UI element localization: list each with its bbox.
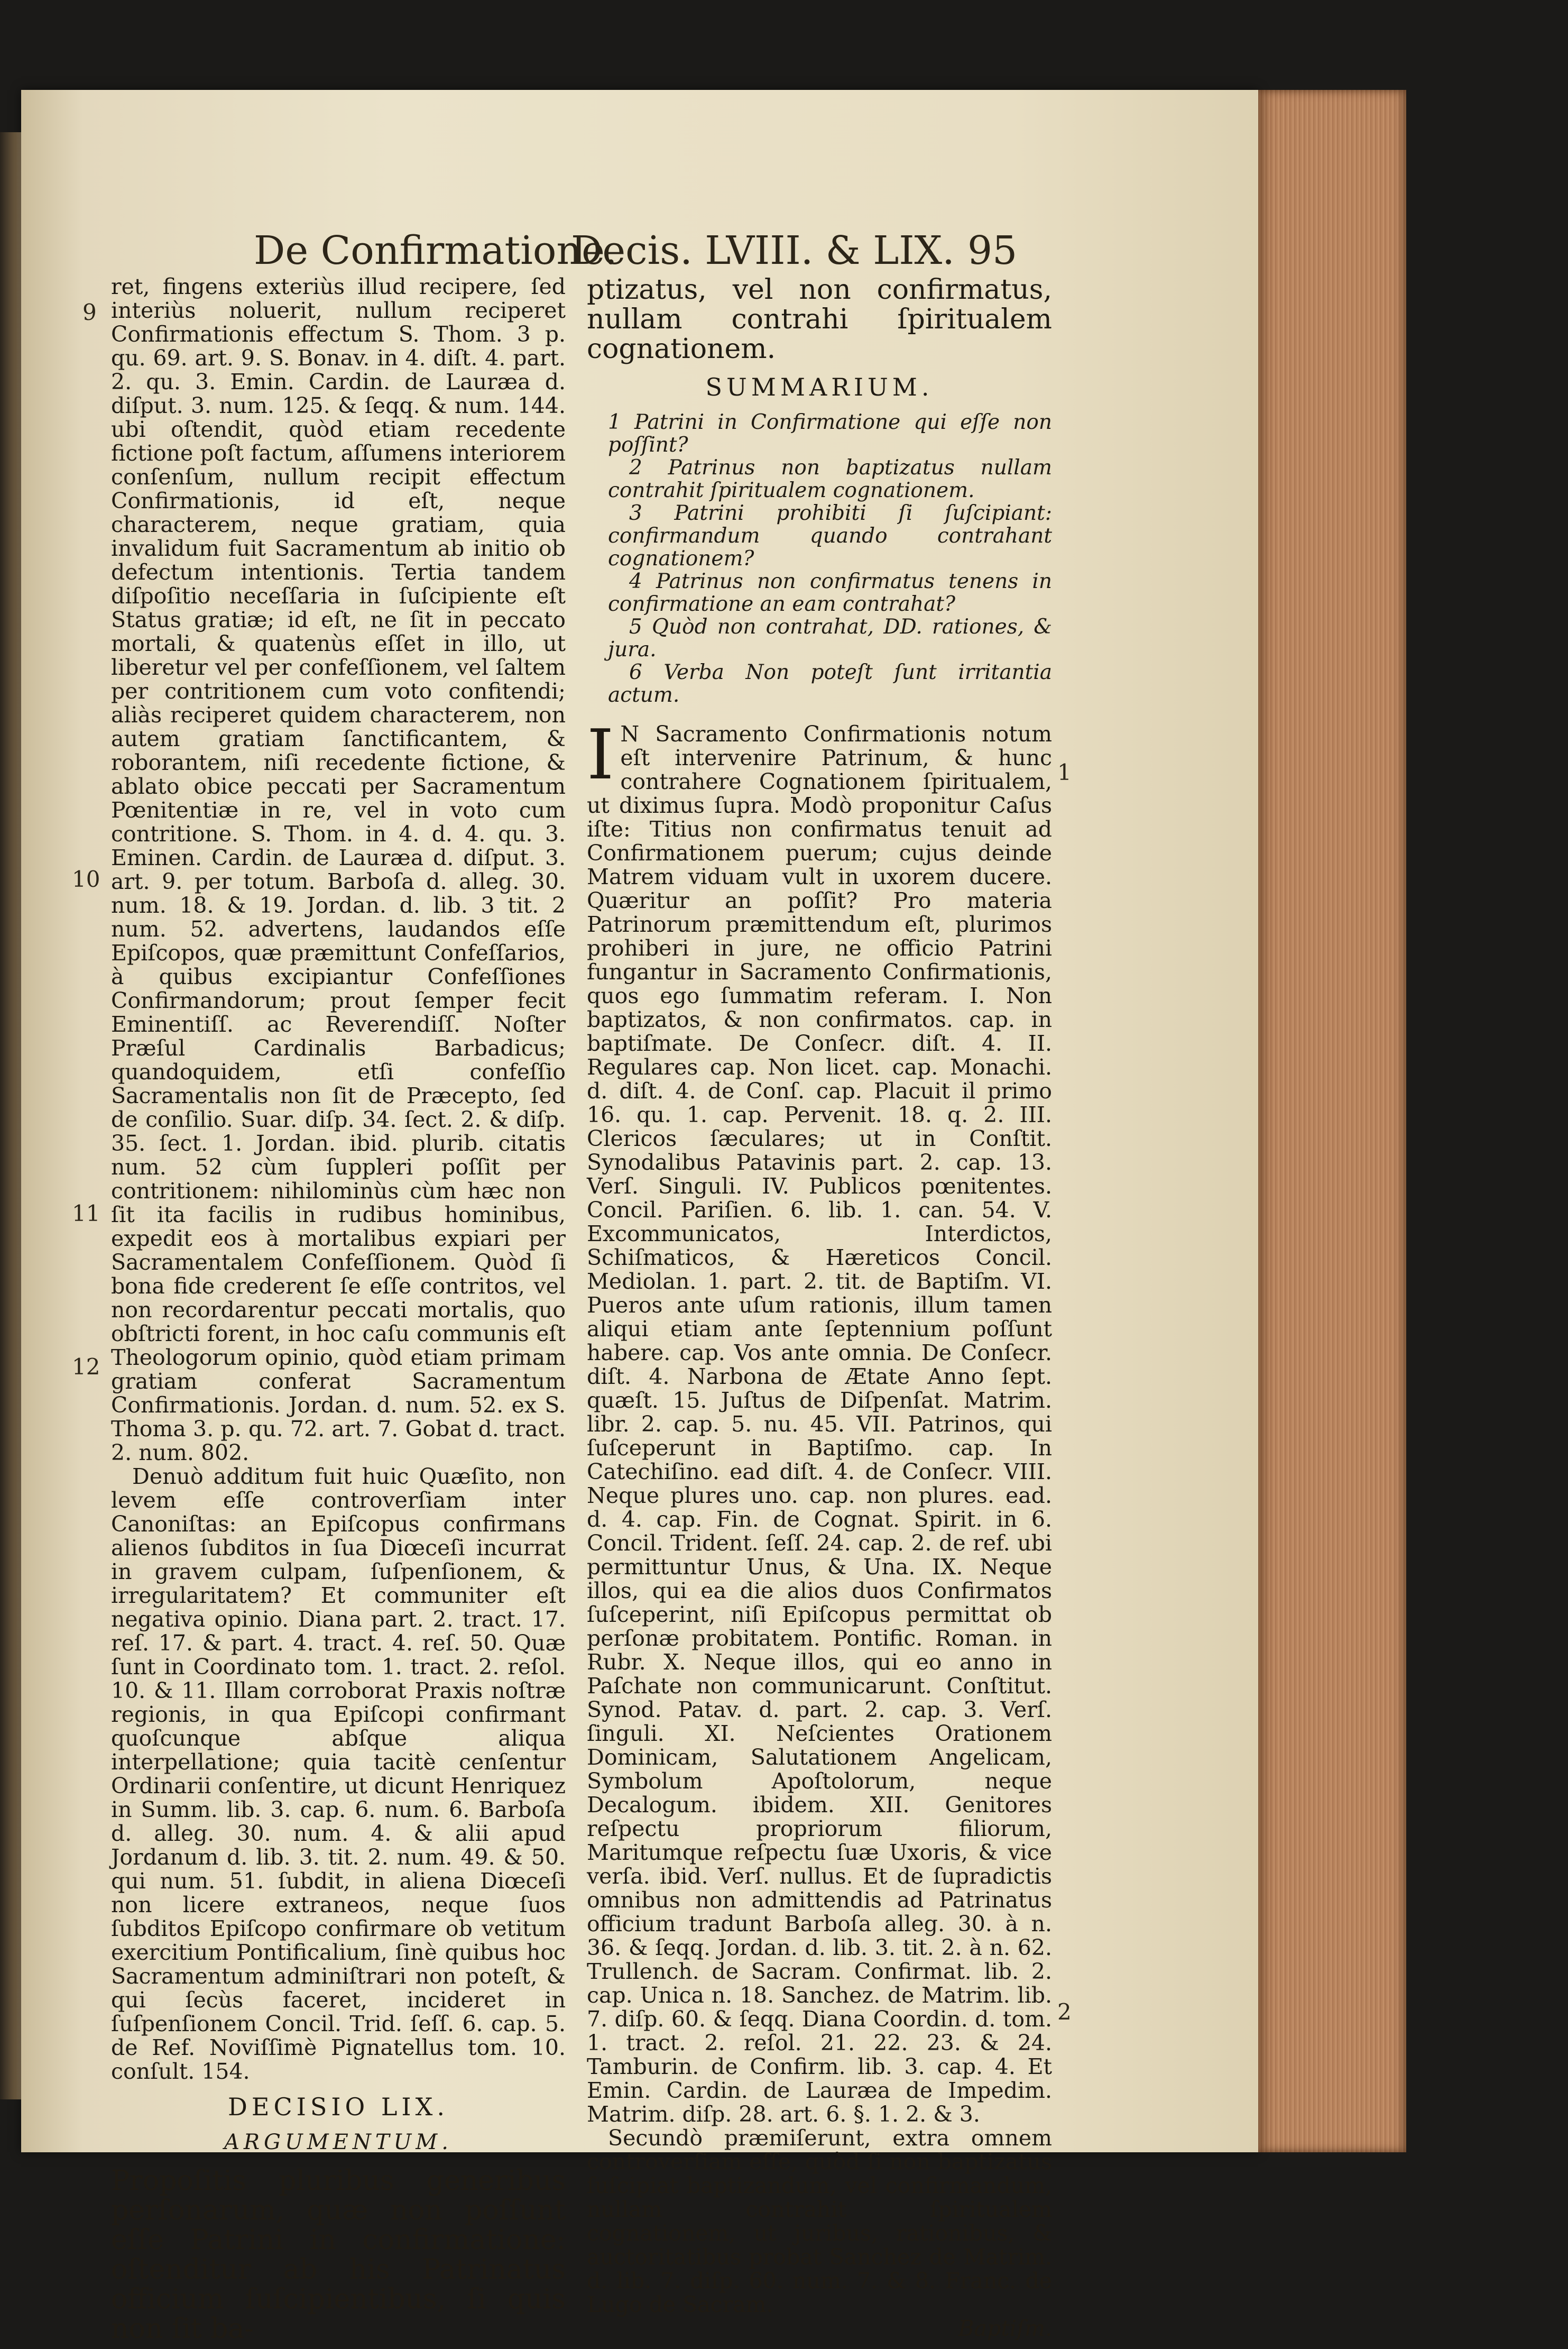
argumentum-heading: ARGUMENTUM. [224,2130,453,2154]
margin-number: 2 [1057,1999,1072,2025]
right-body-1 [587,714,1052,2127]
argumentum-text: Propoſitis pluribus generibus perſonarum, quæ non poſſunt eſſe Patrini in confirmatione: oſtenditur ab his Patrinatus officium ſuſcipientibus, ſi quis non ſit ba- [111,2165,566,2345]
left-column [111,275,566,2344]
margin-number: 12 [72,1354,100,1380]
right-body-2: Secundò præmiſerunt, extra omnem controverſiam eſſe, quòd ſi non baptizatus ſuſcipiat baptizandum, vel confirmandum, nullam contrahit ſpiritualem cognationem, ut juribus, rationibus, & auctoritatibus probat Sanchez de Matrim. d. lib. 7. diſp. 60. num. 7. & 8. Franc. de Lugo de Sacram. [587,2125,1052,2317]
page-number: 95 [967,228,1018,273]
decisio-heading: DECISIO LIX. [228,2093,449,2121]
argumentum-continuation: ptizatus, vel non confirmatus, nullam contrahi ſpiritualem cognationem. [587,274,1052,365]
margin-number: 9 [82,299,97,325]
summarium-item: 2 Patrinus non baptizatus nullam contrahit ſpiritualem cognationem. [608,456,1052,502]
running-head-decision: Decis. LVIII. & LIX. [571,228,955,273]
running-head-title: De Confirmatione. [254,228,617,273]
running-head [254,221,1063,280]
left-paragraph-1: ret, fingens exteriùs illud recipere, ſed interiùs noluerit, nullum reciperet Confirmationis effectum S. Thom. 3 p. qu. 69. art. 9. S. Bonav. in 4. diſt. 4. part. 2. qu. 3. Emin. Cardin. de Lauræa d. diſput. 3. num. 125. & ſeqq. & num. 144. ubi oſtendit, quòd etiam recedente fictione poſt factum, aſſumens interiorem conſenſum, nullum recipit effectum Confirmationis, id eſt, neque characterem, neque gratiam, quia invalidum fuit Sacramentum ab initio ob defectum intentionis. Tertia tandem diſpoſitio neceſſaria in ſuſcipiente eſt Status gratiæ; id eſt, ne ſit in peccato mortali, & quatenùs eſſet in illo, ut liberetur vel per confeſſionem, vel ſaltem per contritionem cum voto confitendi; aliàs reciperet quidem characterem, non autem gratiam ſanctificantem, & roborantem, niſi recedente fictione, & ablato obice peccati per Sacramentum Pœnitentiæ in re, vel in voto cum contritione. S. Thom. in 4. d. 4. qu. 3. Eminen. Cardin. de Lauræa d. diſput. 3. art. 9. per totum. Barboſa d. alleg. 30. num. 18. & 19. Jordan. d. lib. 3 tit. 2 num. 52. advertens, laudandos eſſe Epiſcopos, quæ præmittunt Confeſſarios, à quibus excipiantur Confeſſiones Confirmandorum; prout ſemper fecit Eminentiſſ. ac Reverendiſſ. Noſter Præſul Cardinalis Barbadicus; quandoquidem, etſi confeſſio Sacramentalis non ſit de Præcepto, ſed de conſilio. Suar. diſp. 34. ſect. 2. & diſp. 35. ſect. 1. Jordan. ibid. plurib. citatis num. 52 cùm ſuppleri poſſit per contritionem: nihilominùs cùm hæc non ſit ita facilis in rudibus hominibus, expedit eos à mortalibus expiari per Sacramentalem Confeſſionem. Quòd ſi bona fide crederent ſe eſſe contritos, vel non recordarentur peccati mortalis, quo obſtricti forent, in hoc caſu communis eſt Theologorum opinio, quòd etiam primam gratiam conferat Sacramentum Confirmationis. Jordan. d. num. 52. ex S. Thoma 3. p. qu. 72. art. 7. Gobat d. tract. 2. num. 802. [111,274,566,1465]
drop-cap: I [587,714,614,795]
catchword: Baptiſm. [958,2316,1052,2341]
summarium-item: 4 Patrinus non confirmatus tenens in confirmatione an eam contrahat? [608,570,1052,616]
margin-number: 1 [1057,759,1072,785]
margin-number: 11 [72,1200,100,1226]
right-column [587,275,1052,2341]
summarium-item: 1 Patrini in Confirmatione qui eſſe non poſſint? [608,410,1052,457]
summarium-item: 6 Verba Non poteſt ſunt irritantia actum. [608,660,1052,707]
summarium-heading: SUMMARIUM. [705,373,934,401]
left-paragraph-2: Denuò additum fuit huic Quæſito, non levem eſſe controverſiam inter Canoniſtas: an Epiſcopus confirmans alienos ſubditos in ſua Diœceſi incurrat in gravem culpam, ſuſpenſionem, & irregularitatem? Et communiter eſt negativa opinio. Diana part. 2. tract. 17. reſ. 17. & part. 4. tract. 4. reſ. 50. Quæ ſunt in Coordinato tom. 1. tract. 2. reſol. 10. & 11. Illam corroborat Praxis noſtræ regionis, in qua Epiſcopi confirmant quoſcunque abſque aliqua interpellatione; quia tacitè cenſentur Ordinarii conſentire, ut dicunt Henriquez in Summ. lib. 3. cap. 6. num. 6. Barboſa d. alleg. 30. num. 4. & alii apud Jordanum d. lib. 3. tit. 2. num. 49. & 50. qui num. 51. ſubdit, in aliena Diœceſi non licere extraneos, neque ſuos ſubditos Epiſcopo confirmare ob vetitum exercitium Pontificalium, ſinè quibus hoc Sacramentum adminiſtrari non poteſt, & qui ſecùs faceret, incideret in ſuſpenſionem Concil. Trid. ſeſſ. 6. cap. 5. de Ref. Noviſſimè Pignatellus tom. 10. conſult. 154. [111,1464,566,2084]
summarium-item: 3 Patrini prohibiti ſi ſuſcipiant: confirmandum quando contrahant cognationem? [608,501,1052,571]
right-body-1-text: N Sacramento Confirmationis notum eſt intervenire Patrinum, & hunc contrahere Cognationem ſpiritualem, ut diximus ſupra. Modò proponitur Caſus iſte: Titius non confirmatus tenuit ad Confirmationem puerum; cujus deinde Matrem viduam vult in uxorem ducere. Quæritur an poſſit? Pro materia Patrinorum præmittendum eſt, plurimos prohiberi in jure, ne officio Patrini fungantur in Sacramento Confirmationis, quos ego ſummatim referam. I. Non baptizatos, & non confirmatos. cap. in baptiſmate. De Conſecr. diſt. 4. II. Regulares cap. Non licet. cap. Monachi. d. diſt. 4. de Conſ. cap. Placuit il primo 16. qu. 1. cap. Pervenit. 18. q. 2. III. Clericos ſæculares; ut in Conſtit. Synodalibus Patavinis part. 2. cap. 13. Verſ. Singuli. IV. Publicos pœnitentes. Concil. Pariſien. 6. lib. 1. can. 54. V. Excommunicatos, Interdictos, Schiſmaticos, & Hæreticos Concil. Mediolan. 1. part. 2. tit. de Baptiſm. VI. Pueros ante uſum rationis, illum tamen aliqui etiam ante ſeptennium poſſunt habere. cap. Vos ante omnia. De Conſecr. diſt. 4. Narbona de Ætate Anno ſept. quæſt. 15. Juſtus de Diſpenſat. Matrim. libr. 2. cap. 5. nu. 45. VII. Patrinos, qui ſuſceperunt in Baptiſmo. cap. In Catechiſino. ead diſt. 4. de Conſecr. VIII. Neque plures uno. cap. non plures. ead. d. 4. cap. Fin. de Cognat. Spirit. in 6. Concil. Trident. ſeſſ. 24. cap. 2. de ref. ubi permittuntur Unus, & Una. IX. Neque illos, qui ea die alios duos Confirmatos ſuſceperint, niſi Epiſcopus permittat ob perſonæ probitatem. Pontific. Roman. in Rubr. X. Neque illos, qui eo anno in Paſchate non communicarunt. Conſtitut. Synod. Patav. d. part. 2. cap. 3. Verſ. ſinguli. XI. Neſcientes Orationem Dominicam, Salutationem Angelicam, Symbolum Apoſtolorum, neque Decalogum. ibidem. XII. Genitores reſpectu propriorum filiorum, Maritumque reſpectu ſuæ Uxoris, & vice verſa. ibid. Verſ. nullus. Et de ſupradictis omnibus non admittendis ad Patrinatus officium tradunt Barboſa alleg. 30. à n. 36. & ſeqq. Jordan. d. lib. 3. tit. 2. à n. 62. Trullench. de Sacram. Confirmat. lib. 2. cap. Unica n. 18. Sanchez. de Matrim. lib. 7. diſp. 60. & ſeqq. Diana Coordin. d. tom. 1. tract. 2. reſol. 21. 22. 23. & 24. Tamburin. de Confirm. lib. 3. cap. 4. Et Emin. Cardin. de Lauræa de Impedim. Matrim. diſp. 28. art. 6. §. 1. 2. & 3. [587,721,1052,2127]
margin-number: 10 [72,866,100,892]
summarium-item: 5 Quòd non contrahat, DD. rationes, & jura. [608,615,1052,662]
page-block-edge [1258,90,1406,2152]
